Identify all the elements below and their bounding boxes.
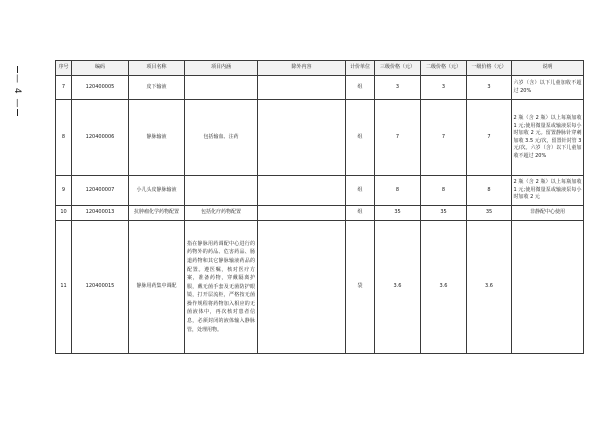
cell-unit: 袋 [346,221,375,354]
cell-exclusion [258,76,346,100]
cell-content: 指在静脉用药调配中心进行的药物外的药品、危害药品、肠道药物和其它静脉输液药品的配置。遵医嘱，核对医疗方案，准备药物，穿戴隔离护服，戴无菌手套及无菌防护眼镜，打开层流柜，严格按无菌操作规程将药物加入相应的无菌液体中，再次核对患者信息，必须封闭的液体输入静脉管，处理用物。 [185,221,258,354]
cell-unit: 组 [346,76,375,100]
header-price3: 三级价格（元） [375,61,421,76]
cell-price3: 7 [375,100,421,176]
cell-price3: 35 [375,206,421,221]
cell-price1: 8 [467,176,512,206]
table-row [56,100,584,176]
cell-notes: 六岁（含）以下儿童加收不超过 20% [512,76,584,100]
cell-notes: 2 瓶（含 2 瓶）以上每瓶加收 1 元;使用微量泵或输液泵每小时加收 2 元 [512,176,584,206]
price-table [55,60,584,354]
header-notes: 说明 [512,61,584,76]
table-row [56,206,584,221]
cell-price1: 3 [467,76,512,100]
cell-price3: 3.6 [375,221,421,354]
header-price1: 一级价格（元） [467,61,512,76]
header-content: 项目内涵 [185,61,258,76]
cell-exclusion [258,176,346,206]
cell-price2: 3 [421,76,467,100]
cell-price3: 3 [375,76,421,100]
cell-price2: 7 [421,100,467,176]
cell-content: 包括化疗药物配置 [185,206,258,221]
header-unit: 计价单位 [346,61,375,76]
cell-code: 120400006 [72,100,129,176]
header-price2: 二级价格（元） [421,61,467,76]
cell-exclusion [258,206,346,221]
cell-price2: 8 [421,176,467,206]
cell-seq: 7 [56,76,72,100]
cell-exclusion [258,221,346,354]
cell-name: 皮下输液 [129,76,185,100]
page-number-marker [4,66,30,109]
header-code: 编码 [72,61,129,76]
cell-seq: 9 [56,176,72,206]
cell-content [185,176,258,206]
cell-content: 包括输血、注药 [185,100,258,176]
table-row [56,221,584,354]
cell-price1: 3.6 [467,221,512,354]
cell-name: 小儿头皮静脉输液 [129,176,185,206]
cell-seq: 10 [56,206,72,221]
cell-seq: 11 [56,221,72,354]
table-row [56,176,584,206]
cell-seq: 8 [56,100,72,176]
cell-code: 120400005 [72,76,129,100]
cell-notes: 2 瓶（含 2 瓶）以上每瓶加收 1 元;使用微量泵或输液泵每小时加收 2 元。留置静脉针穿刺加收 3.5 元/次，留置针封管 3 元/次。六岁（含）以下儿童加收不超过 20% [512,100,584,176]
cell-code: 120400015 [72,221,129,354]
table-row [56,76,584,100]
cell-name: 静脉输液 [129,100,185,176]
page-number: — 4 — [12,74,22,109]
cell-notes: 非静配中心使用 [512,206,584,221]
cell-price1: 7 [467,100,512,176]
cell-price1: 35 [467,206,512,221]
cell-price3: 8 [375,176,421,206]
cell-name: 静脉用药集中调配 [129,221,185,354]
cell-code: 120400007 [72,176,129,206]
table-header-row [56,61,584,76]
cell-code: 120400013 [72,206,129,221]
cell-exclusion [258,100,346,176]
header-seq: 序号 [56,61,72,76]
cell-unit: 组 [346,176,375,206]
cell-content [185,76,258,100]
cell-unit: 组 [346,206,375,221]
cell-notes [512,221,584,354]
cell-price2: 35 [421,206,467,221]
header-name: 项目名称 [129,61,185,76]
header-exclusion: 除外内容 [258,61,346,76]
cell-name: 抗肿瘤化学药物配置 [129,206,185,221]
cell-unit: 组 [346,100,375,176]
cell-price2: 3.6 [421,221,467,354]
